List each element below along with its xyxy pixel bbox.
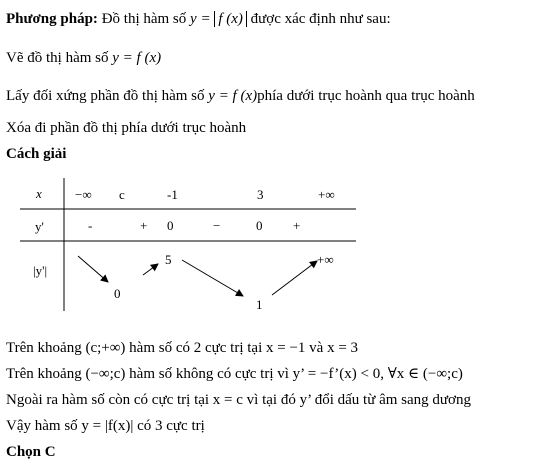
conclusion-line: Trên khoảng (c;+∞) hàm số có 2 cực trị tại x = −1 và x = 3 — [6, 340, 359, 356]
step1-line — [6, 48, 161, 68]
dy-sign: + — [140, 218, 148, 233]
arrow-down-1 — [78, 256, 108, 282]
step2-text: Lấy đối xứng phần đồ thị hàm số — [6, 88, 205, 104]
table-lines — [20, 178, 356, 318]
abs-value: 5 — [165, 252, 172, 267]
method-label: Phương pháp: — [6, 11, 98, 27]
x-value: −∞ — [75, 187, 92, 202]
arrow-up-2 — [272, 261, 317, 295]
dy-sign: − — [213, 218, 221, 233]
dy-sign: 0 — [256, 218, 263, 233]
x-value: c — [119, 187, 125, 202]
abs-label: |y'| — [33, 263, 48, 278]
arrow-down-2 — [182, 260, 243, 296]
abs-value: +∞ — [317, 252, 334, 267]
dy-sign: 0 — [167, 218, 174, 233]
conclusion-line: Trên khoảng (−∞;c) hàm số không có cực trị vì y’ = −f’(x) < 0, ∀x ∈ (−∞;c) — [6, 366, 463, 382]
variation-table — [20, 178, 356, 318]
abs-value: 1 — [256, 297, 263, 312]
arrow-up-1 — [143, 264, 158, 275]
method-line — [6, 9, 391, 29]
dy-sign: + — [293, 218, 301, 233]
step3-line: Xóa đi phần đồ thị phía dưới trục hoành — [6, 120, 247, 136]
method-text-end: được xác định như sau: — [250, 11, 391, 27]
solution-heading: Cách giải — [6, 146, 67, 162]
method-formula-y: y = — [190, 11, 211, 27]
dy-label: y' — [35, 219, 44, 234]
x-value: -1 — [167, 187, 178, 202]
x-value: +∞ — [318, 187, 335, 202]
step2-formula: y = f (x) — [208, 88, 258, 104]
x-label: x — [36, 186, 42, 201]
abs-value: 0 — [114, 286, 121, 301]
step1-text: Vẽ đồ thị hàm số — [6, 50, 109, 66]
step1-formula: y = f (x) — [112, 50, 162, 66]
step2-text-end: phía dưới trục hoành qua trục hoành — [257, 88, 475, 104]
answer: Chọn C — [6, 444, 56, 460]
method-formula-abs: f (x) — [214, 11, 247, 27]
conclusion-line: Vậy hàm số y = |f(x)| có 3 cực trị — [6, 418, 205, 434]
dy-sign: - — [88, 218, 93, 233]
step2-line — [6, 86, 475, 106]
conclusion-line: Ngoài ra hàm số còn có cực trị tại x = c vì tại đó y’ đổi dấu từ âm sang dương — [6, 392, 471, 408]
x-value: 3 — [257, 187, 264, 202]
method-text: Đồ thị hàm số — [101, 11, 187, 27]
